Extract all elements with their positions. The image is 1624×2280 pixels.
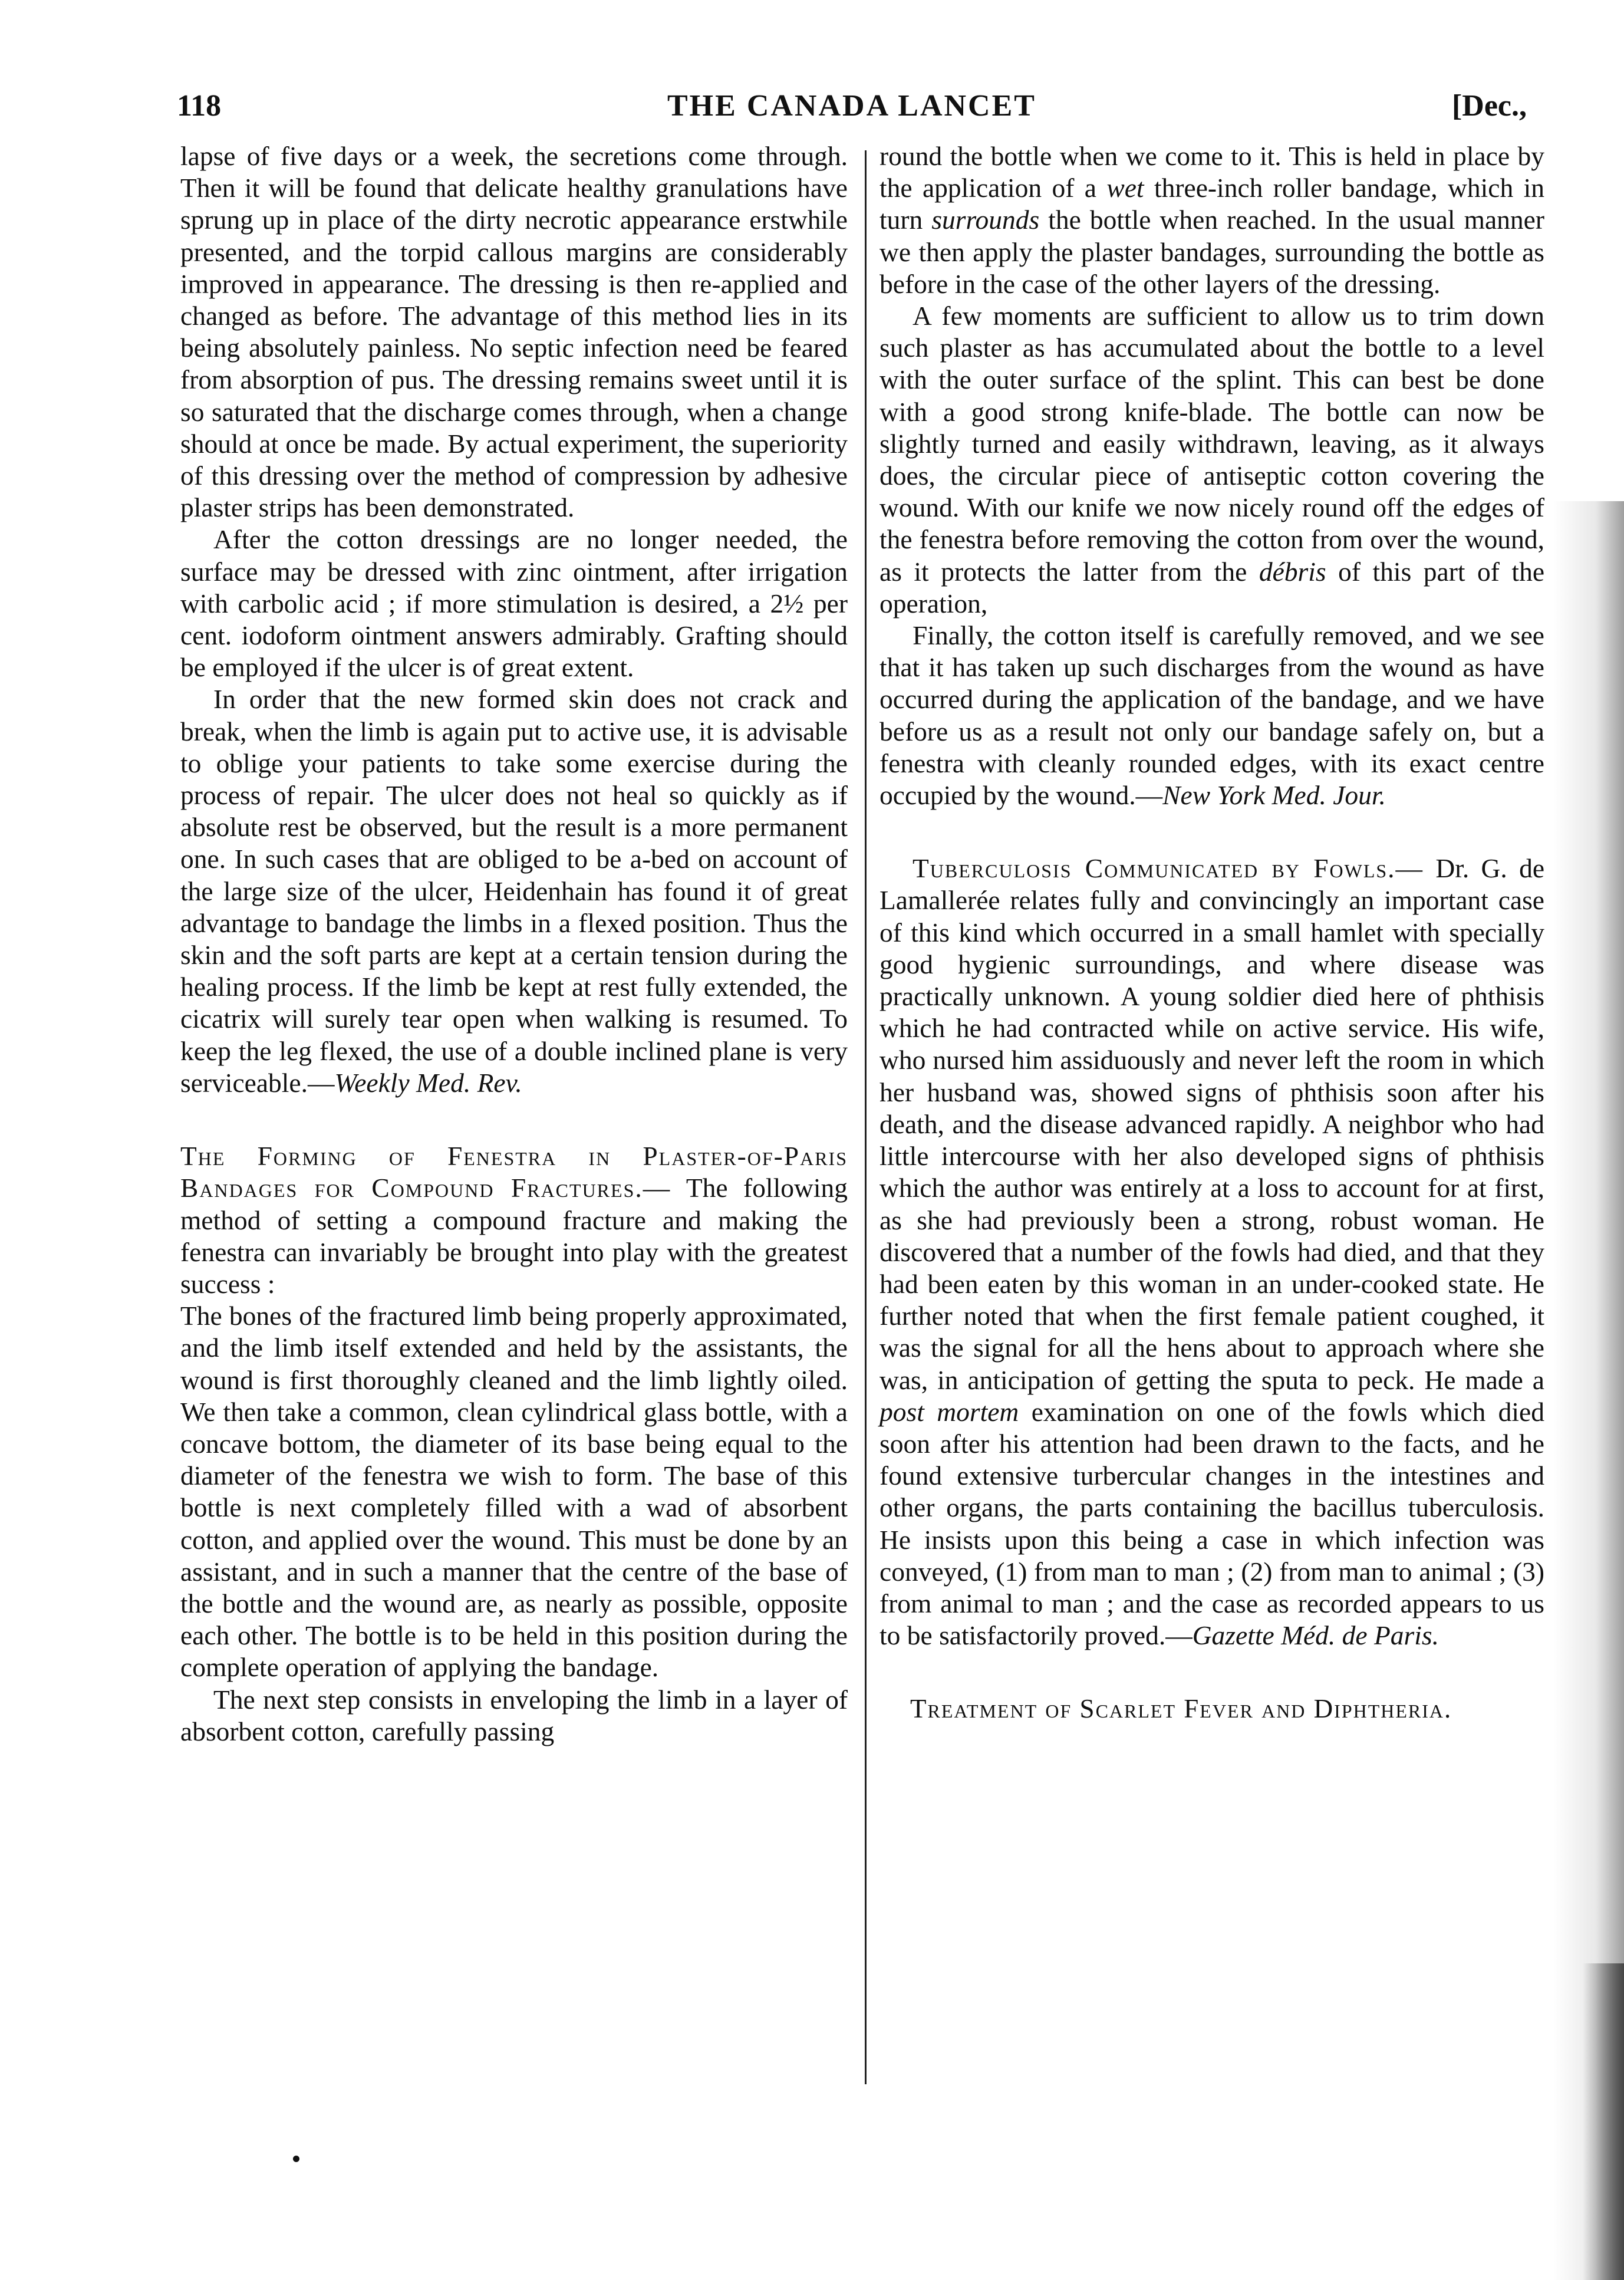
article-text-tuberculosis-a: Dr. G. de Lamallerée relates fully and convincingly an important case of this kind which occurred in a small hamlet with specially good hygienic surroundings, and where disease was practically unknown. A young soldier died here of phthisis which he had contracted while on active service. His wife, who nursed him assiduously and never left the room in which her husband was, showed signs of phthisis soon after his death, and the disease advanced rapidly. A neighbor who had little intercourse with her also developed signs of phthisis which the author was entirely at a loss to account for at first, as she had previously been a strong, robust woman. He discovered that a number of the fowls had died, and that they had been eaten by this woman in an under-cooked state. He further noted that when the first female patient coughed, it was the signal for all the hens about to approach where she was, in anticipation of getting the sputa to peck. He made a — [879, 853, 1545, 1395]
article-text-tuberculosis-b: examination on one of the fowls which died soon after his attention had been drawn to the facts, and he found extensive turbercular changes in the intestines and other organs, the parts containing the bacillus tuberculosis. He insists upon this being a case in which infection was conveyed, (1) from man to man ; (2) from man to animal ; (3) from animal to man ; and the case as recorded appears to us to be satisfactorily proved.— — [879, 1396, 1544, 1651]
article-heading-tuberculosis: Tuberculosis Communicated by Fowls.— — [913, 853, 1424, 884]
paragraph-roller-bandage-a: round the bottle when we come to it. This is held in place by the application of a — [879, 141, 1544, 203]
paragraph-zinc-ointment: After the cotton dressings are no longer needed, the surface may be dressed with zinc ointment, after irrigation with carbolic acid ; if more stimulation is desired, a 2½ per cent. iodoform ointment answers admirably. Grafting should be employed if the ulcer is of great extent. — [180, 524, 848, 683]
paragraph-trim-plaster — [879, 300, 1544, 620]
column-divider — [865, 150, 867, 2084]
paragraph-roller-bandage — [879, 140, 1544, 300]
italic-wet: wet — [1106, 173, 1144, 203]
italic-post-mortem: post mortem — [879, 1396, 1019, 1427]
right-column — [879, 140, 1544, 1725]
running-head — [177, 88, 1527, 136]
paragraph-flexed-position — [180, 683, 848, 1099]
italic-debris: débris — [1259, 556, 1326, 587]
article-heading-scarlet-fever: Treatment of Scarlet Fever and Diphtheria. — [910, 1694, 1452, 1724]
paragraph-trim-plaster-b: of this part of the operation, — [879, 556, 1545, 618]
page-number: 118 — [177, 89, 222, 123]
source-credit-weekly-med-rev: Weekly Med. Rev. — [334, 1067, 522, 1098]
journal-title: THE CANADA LANCET — [667, 89, 1036, 123]
article-heading-fenestra: The Forming of Fenestra in Plaster-of-Paris Bandages for Compound Fractures.— — [180, 1141, 848, 1203]
article-intro-fenestra: The following method of setting a compound fracture and making the fenestra can invariably be brought into play with the greatest success : — [180, 1173, 848, 1299]
issue-month: [Dec., — [1451, 89, 1527, 123]
article-fenestra — [180, 1140, 848, 1300]
paragraph-cotton-removed-text: Finally, the cotton itself is carefully removed, and we see that it has taken up such discharges from the wound as have occurred during the application of the bandage, and we have before us as a result not only our bandage safely on, but a fenestra with cleanly rounded edges, with its exact centre occupied by the wound.— — [879, 620, 1544, 811]
left-column — [180, 140, 848, 1748]
paragraph-trim-plaster-a: A few moments are sufficient to allow us to trim down such plaster as has accumulated about the bottle to a level with the outer surface of the splint. This can best be done with a good strong knife-blade. The bottle can now be slightly turned and easily withdrawn, leaving, as it always does, the circular piece of antiseptic cotton covering the wound. With our knife we now nicely round off the edges of the fenestra before removing the cotton from over the wound, as it protects the latter from the — [879, 301, 1544, 587]
paragraph-roller-bandage-c: the bottle when reached. In the usual manner we then apply the plaster bandages, surrounding the bottle as before in the case of the other layers of the dressing. — [879, 205, 1544, 299]
paragraph-ulcer-dressing: lapse of five days or a week, the secretions come through. Then it will be found that delicate healthy granulations have sprung up in place of the dirty necrotic appearance erstwhile presented, and the torpid callous margins are considerably improved in appearance. The dressing is then re-applied and changed as before. The advantage of this method lies in its being absolutely painless. No septic infection need be feared from absorption of pus. The dressing remains sweet until it is so saturated that the discharge comes through, when a change should at once be made. By actual experiment, the superiority of this dressing over the method of compression by adhesive plaster strips has been demonstrated. — [180, 141, 848, 523]
source-credit-new-york-med-jour: New York Med. Jour. — [1162, 780, 1386, 811]
ink-speck — [293, 2156, 299, 2162]
page-edge-dark-shadow — [1583, 1963, 1624, 2280]
italic-surrounds: surrounds — [931, 205, 1040, 235]
paragraph-cotton-removed — [879, 620, 1544, 811]
article-tuberculosis — [879, 853, 1544, 1651]
paragraph-flexed-position-text: In order that the new formed skin does not crack and break, when the limb is again put to active use, it is advisable to oblige your patients to take some exercise during the process of repair. The ulcer does not heal so quickly as if absolute rest be observed, but the result is a more permanent one. In such cases that are obliged to be a-bed on account of the large size of the ulcer, Heidenhain has found it of great advantage to bandage the limbs in a flexed position. Thus the skin and the soft parts are kept at a certain tension during the healing process. If the limb be kept at rest fully extended, the cicatrix will surely tear open when walking is resumed. To keep the leg flexed, the use of a double inclined plane is very serviceable.— — [180, 684, 848, 1098]
paragraph-roller-bandage-b: three-inch roller bandage, which in turn — [879, 173, 1545, 235]
paragraph-bottle-method: The bones of the fractured limb being properly approximated, and the limb itself extended and held by the assistants, the wound is first thoroughly cleaned and the limb lightly oiled. We then take a common, clean cylindrical glass bottle, with a concave bottom, the diameter of its base being equal to the diameter of the fenestra we wish to form. The base of this bottle is next completely filled with a wad of absorbent cotton, and applied over the wound. This must be done by an assistant, and in such a manner that the centre of the base of the bottle and the wound are, as nearly as possible, opposite each other. The bottle is to be held in this position during the complete operation of applying the bandage. — [180, 1301, 848, 1683]
paragraph-enveloping-limb: The next step consists in enveloping the limb in a layer of absorbent cotton, carefully passing — [180, 1684, 848, 1746]
source-credit-gazette-med: Gazette Méd. de Paris. — [1192, 1620, 1439, 1651]
